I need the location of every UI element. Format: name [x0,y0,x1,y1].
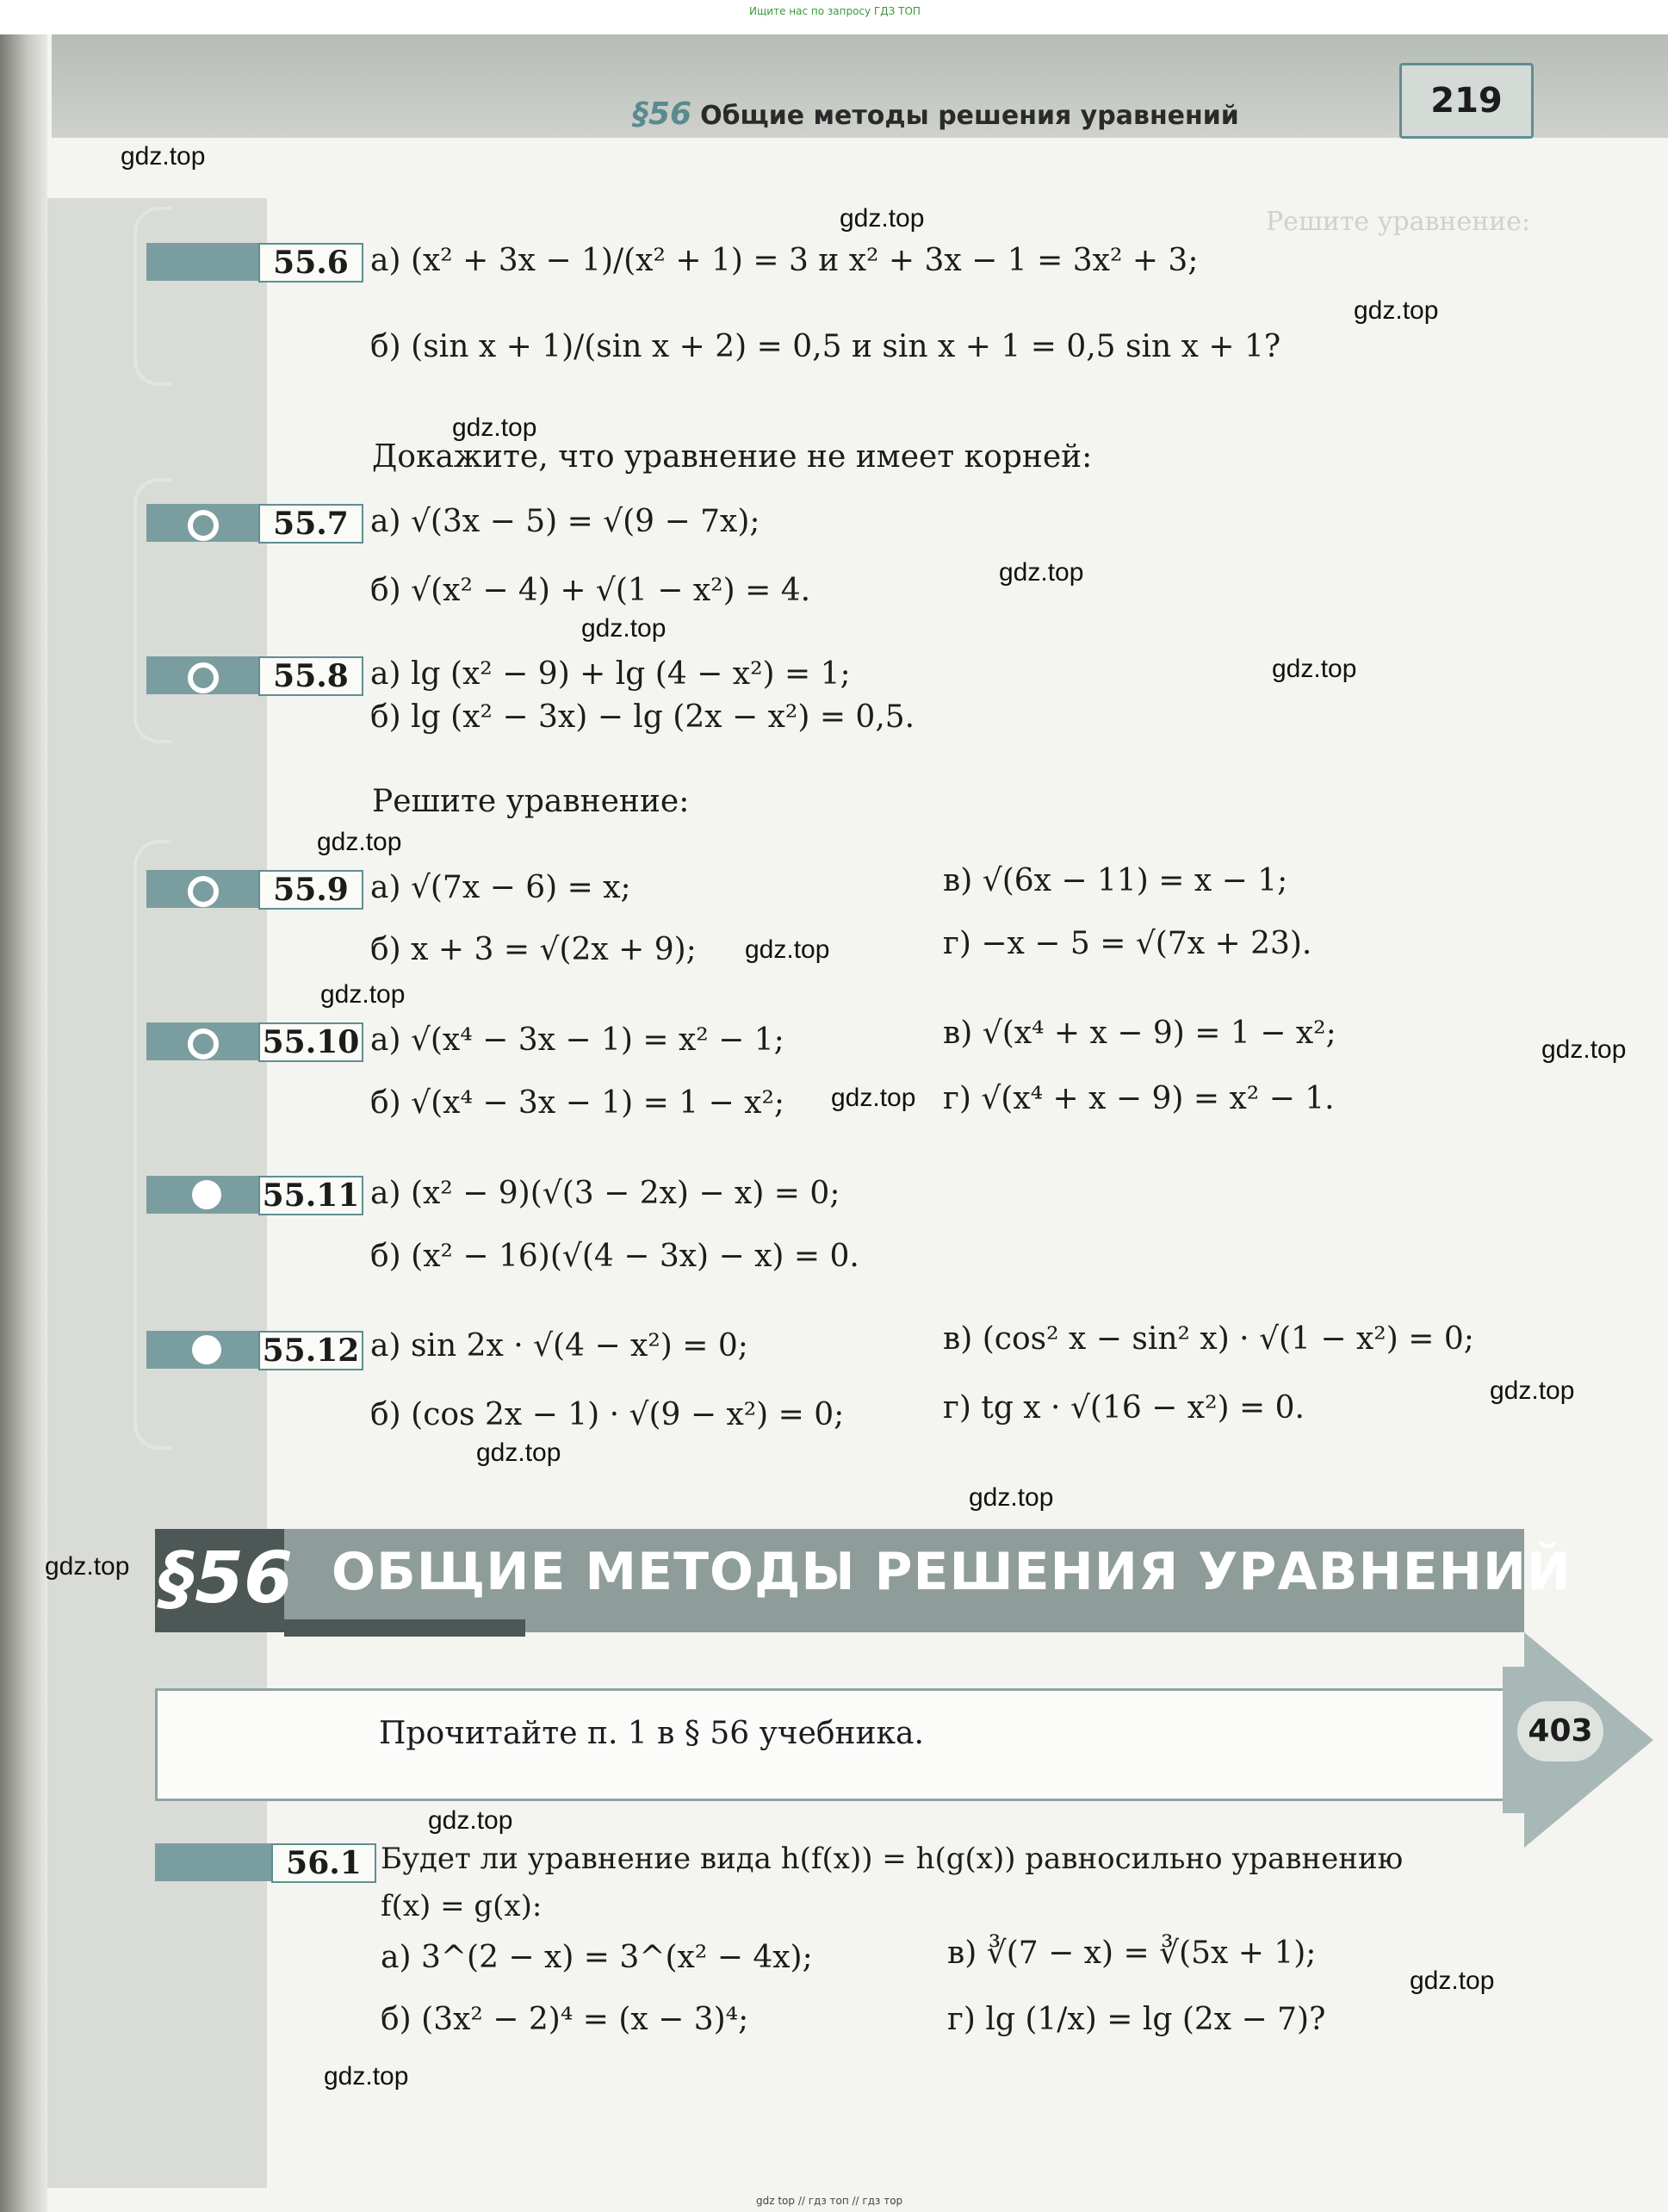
section-title: ОБЩИЕ МЕТОДЫ РЕШЕНИЯ УРАВНЕНИЙ [332,1542,1572,1602]
difficulty-circle-icon [188,1028,219,1059]
running-head-section: §56 [633,96,692,132]
watermark: gdz.top [1272,655,1357,683]
search-note: Ищите нас по запросу ГДЗ ТОП [749,5,921,17]
problem-line: в) √(x⁴ + x − 9) = 1 − x²; [943,1016,1336,1051]
problem-line: г) lg (1/x) = lg (2x − 7)? [947,2002,1326,2037]
group-brace [133,207,171,386]
watermark: gdz.top [1410,1967,1495,1995]
problem-line: в) √(6x − 11) = x − 1; [943,863,1288,898]
problem-question: Будет ли уравнение вида h(f(x)) = h(g(x)) равносильно уравнению [381,1842,1404,1876]
running-head [633,96,1239,132]
problem-line: а) lg (x² − 9) + lg (4 − x²) = 1; [370,656,851,692]
problem-line: б) (3x² − 2)⁴ = (x − 3)⁴; [381,2002,749,2037]
watermark: gdz.top [45,1552,130,1581]
problem-line: а) (x² − 9)(√(3 − 2x) − x) = 0; [370,1176,840,1211]
problem-line: г) −x − 5 = √(7x + 23). [943,926,1312,961]
watermark: gdz.top [831,1084,916,1112]
difficulty-circle-icon [188,510,219,541]
problem-line: а) √(x⁴ − 3x − 1) = x² − 1; [370,1022,784,1058]
problem-number: 55.8 [258,656,363,696]
watermark: gdz.top [452,413,537,442]
watermark: gdz.top [317,828,402,856]
problem-tag [155,1843,271,1881]
watermark: gdz.top [745,935,830,964]
reading-note: Прочитайте п. 1 в § 56 учебника. [379,1716,924,1751]
watermark: gdz.top [1541,1035,1627,1064]
watermark: gdz.top [840,204,925,233]
section-number: §56 [159,1538,294,1619]
problem-number: 56.1 [271,1843,376,1883]
page-number: 219 [1399,63,1534,139]
problem-line: в) ∛(7 − x) = ∛(5x + 1); [947,1936,1317,1971]
running-head-title: Общие методы решения уравнений [700,101,1239,131]
section-banner-underline [284,1619,525,1637]
problem-line: а) √(3x − 5) = √(9 − 7x); [370,504,760,539]
solve-prompt: Решите уравнение: [372,784,690,819]
watermark: gdz.top [969,1483,1054,1512]
problem-line: б) √(x⁴ − 3x − 1) = 1 − x²; [370,1085,785,1121]
watermark: gdz.top [320,980,406,1009]
bottom-note: gdz top // гдз топ // гдз тор [756,2195,903,2207]
problem-line: г) √(x⁴ + x − 9) = x² − 1. [943,1081,1335,1116]
problem-number: 55.11 [258,1176,363,1215]
watermark: gdz.top [1354,296,1439,325]
problem-line: а) √(7x − 6) = x; [370,870,631,905]
show-through-text: Решите уравнение: [1266,207,1530,237]
problem-line: а) 3^(2 − x) = 3^(x² − 4x); [381,1940,813,1975]
problem-line: б) (sin x + 1)/(sin x + 2) = 0,5 и sin x + 1 = 0,5 sin x + 1? [370,329,1281,364]
problem-question: f(x) = g(x): [381,1889,543,1923]
difficulty-circle-icon [188,876,219,907]
problem-line: а) (x² + 3x − 1)/(x² + 1) = 3 и x² + 3x − 1 = 3x² + 3; [370,243,1199,278]
watermark: gdz.top [324,2062,409,2091]
problem-line: б) lg (x² − 3x) − lg (2x − x²) = 0,5. [370,699,915,735]
watermark: gdz.top [581,614,667,643]
problem-number: 55.7 [258,504,363,544]
problem-number: 55.12 [258,1331,363,1370]
problem-tag [146,243,258,281]
watermark: gdz.top [1490,1376,1575,1405]
difficulty-dot-icon [192,1335,221,1364]
textbook-page-ref: 403 [1517,1701,1603,1762]
problem-line: б) √(x² − 4) + √(1 − x²) = 4. [370,573,811,608]
problem-line: а) sin 2x · √(4 − x²) = 0; [370,1328,748,1364]
problem-line: г) tg x · √(16 − x²) = 0. [943,1390,1305,1426]
watermark: gdz.top [999,558,1084,587]
problem-number: 55.6 [258,243,363,283]
page-edge-shadow [0,0,47,2212]
problem-line: в) (cos² x − sin² x) · √(1 − x²) = 0; [943,1321,1474,1357]
problem-number: 55.10 [258,1022,363,1062]
watermark: gdz.top [428,1806,513,1835]
problem-line: б) (cos 2x − 1) · √(9 − x²) = 0; [370,1397,845,1432]
difficulty-circle-icon [188,662,219,693]
problem-number: 55.9 [258,870,363,910]
prove-prompt: Докажите, что уравнение не имеет корней: [372,439,1093,475]
problem-line: б) x + 3 = √(2x + 9); [370,932,697,967]
difficulty-dot-icon [192,1180,221,1209]
watermark: gdz.top [476,1438,561,1467]
problem-line: б) (x² − 16)(√(4 − 3x) − x) = 0. [370,1239,859,1274]
watermark: gdz.top [121,142,206,171]
